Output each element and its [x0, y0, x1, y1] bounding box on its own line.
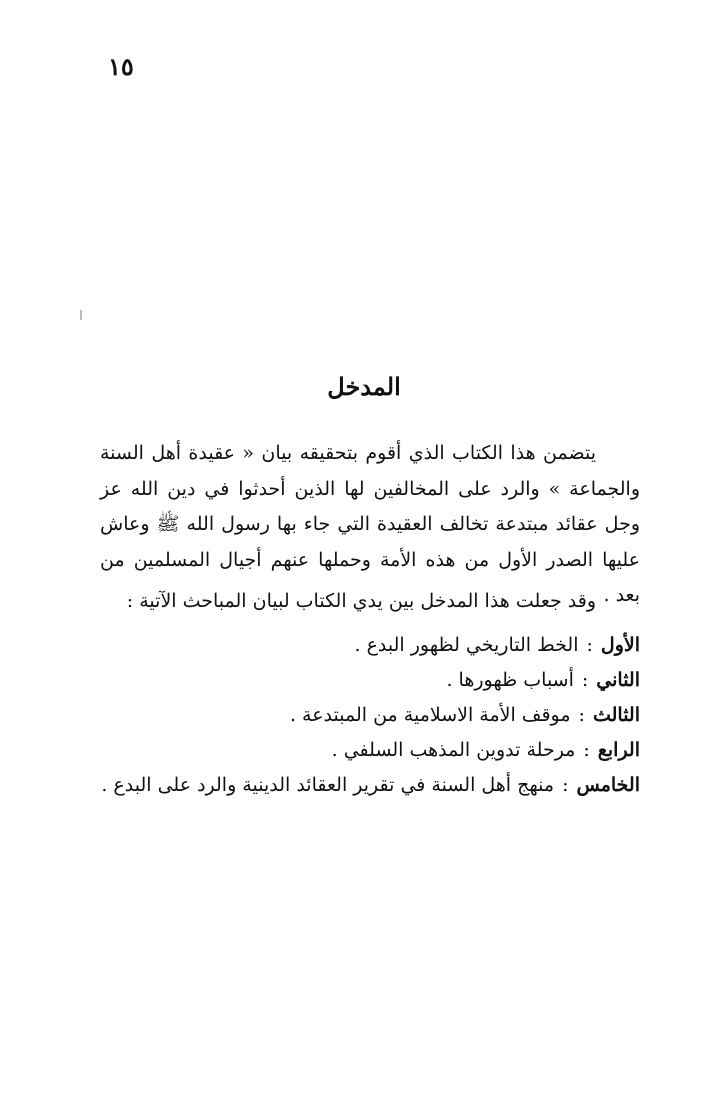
page-number: ١٥ — [108, 52, 134, 81]
topic-text: أسباب ظهورها . — [446, 669, 574, 691]
topic-text: موقف الأمة الاسلامية من المبتدعة . — [289, 704, 571, 726]
topic-text: مرحلة تدوين المذهب السلفي . — [331, 739, 576, 761]
intro-paragraph: يتضمن هذا الكتاب الذي أقوم بتحقيقه بيان « عقيدة أهل السنة والجماعة » والرد على المخالفين لها الذين أحدثوا في دين الله عز وجل عقائد مبتدعة تخالف العقيدة التي جاء بها رسول الله ﷺ وعاش عليها الصدر الأول من هذه الأمة وحملها عنهم أجيال المسلمين من بعد . — [100, 442, 640, 606]
topics-intro: وقد جعلت هذا المدخل بين يدي الكتاب لبيان المباحث الآتية : — [126, 590, 596, 612]
scan-mark — [80, 310, 82, 320]
topic-separator: : — [581, 669, 589, 691]
topic-item — [100, 628, 640, 663]
topic-separator: : — [586, 634, 593, 656]
topic-label: الثالث — [592, 704, 640, 726]
topic-separator: : — [578, 704, 585, 726]
topic-separator: : — [562, 774, 569, 796]
topic-item — [100, 698, 640, 733]
section-title: المدخل — [327, 372, 401, 401]
topic-text: منهج أهل السنة في تقرير العقائد الدينية والرد على البدع . — [101, 774, 555, 796]
topic-text: الخط التاريخي لظهور البدع . — [354, 634, 579, 656]
topic-label: الأول — [600, 634, 640, 656]
topic-label: الرابع — [597, 739, 640, 761]
topic-label: الخامس — [576, 774, 640, 796]
topic-label: الثاني — [596, 669, 640, 691]
topics-list — [100, 628, 640, 803]
topic-separator: : — [583, 739, 590, 761]
topic-item — [100, 733, 640, 768]
topic-item — [100, 768, 640, 803]
topic-item — [100, 663, 640, 698]
